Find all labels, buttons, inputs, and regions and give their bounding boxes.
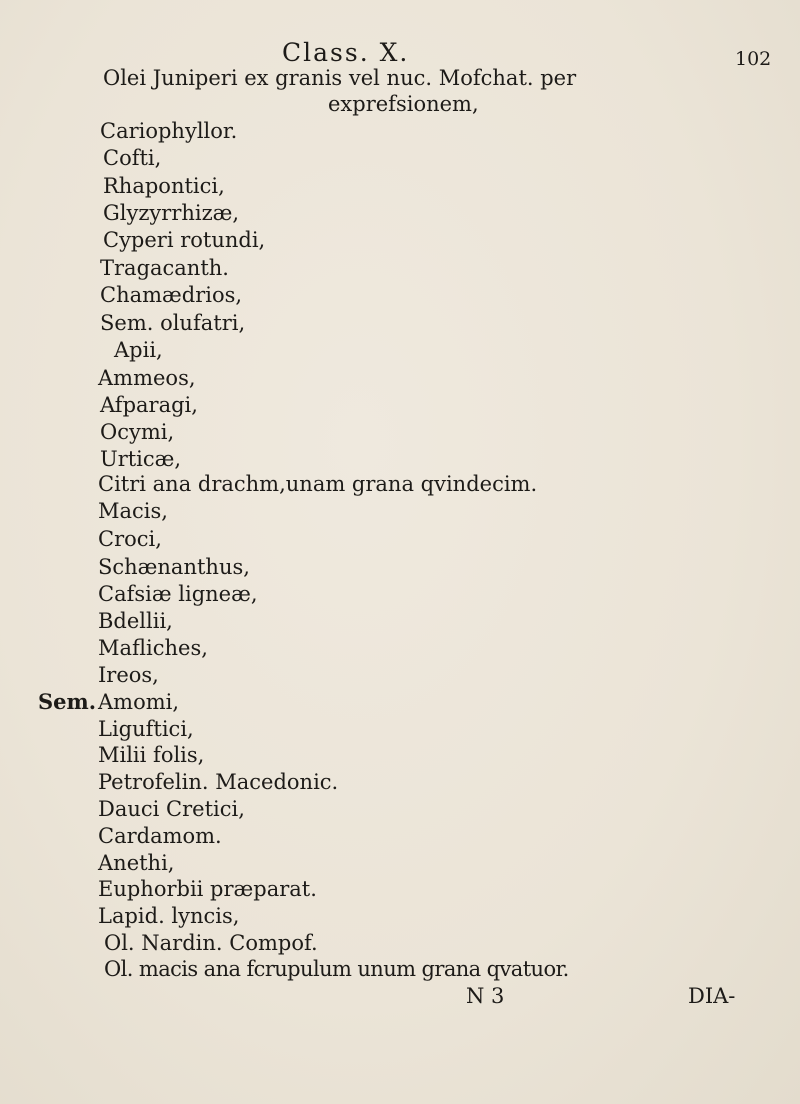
text-line: Macis, bbox=[98, 499, 168, 523]
text-line: Euphorbii præparat. bbox=[98, 877, 317, 901]
text-line: Citri ana drachm,unam grana qvindecim. bbox=[98, 472, 538, 496]
text-line: Mafliches, bbox=[98, 636, 208, 660]
text-line: Ol. macis ana fcrupulum unum grana qvatuor. bbox=[104, 957, 569, 981]
text-line: exprefsionem, bbox=[328, 92, 479, 116]
text-line: Ol. Nardin. Compof. bbox=[104, 931, 318, 955]
text-line: Amomi, bbox=[98, 690, 180, 714]
text-line: Glyzyrrhizæ, bbox=[103, 201, 240, 225]
text-line: Milii folis, bbox=[98, 743, 205, 767]
text-line: Olei Juniperi ex granis vel nuc. Mofchat. per bbox=[103, 66, 577, 90]
running-header: Class. X. bbox=[282, 38, 410, 67]
text-line: Chamædrios, bbox=[100, 283, 243, 307]
text-line: Bdellii, bbox=[98, 609, 173, 633]
text-line: Lapid. lyncis, bbox=[98, 904, 240, 928]
text-line: Afparagi, bbox=[100, 393, 198, 417]
text-line: Cardamom. bbox=[98, 824, 222, 848]
text-line: Cyperi rotundi, bbox=[103, 228, 266, 252]
text-line: Croci, bbox=[98, 527, 162, 551]
text-line: Anethi, bbox=[98, 851, 175, 875]
margin-label: Sem. bbox=[38, 689, 97, 714]
text-line: Cofti, bbox=[103, 146, 162, 170]
text-line: Urticæ, bbox=[100, 447, 182, 471]
text-line: Dauci Cretici, bbox=[98, 797, 245, 821]
text-line: Cafsiæ ligneæ, bbox=[98, 582, 258, 606]
text-line: Rhapontici, bbox=[103, 174, 225, 198]
text-line: Sem. olufatri, bbox=[100, 311, 246, 335]
signature-mark: N 3 bbox=[466, 984, 505, 1008]
text-line: Schænanthus, bbox=[98, 555, 250, 579]
page-number: 102 bbox=[735, 48, 772, 70]
text-line: Ireos, bbox=[98, 663, 159, 687]
text-line: Petrofelin. Macedonic. bbox=[98, 770, 339, 794]
catchword: DIA- bbox=[688, 984, 736, 1008]
text-line: Apii, bbox=[114, 338, 163, 362]
text-line: Cariophyllor. bbox=[100, 119, 238, 143]
text-line: Ocymi, bbox=[100, 420, 175, 444]
text-line: Ammeos, bbox=[98, 366, 196, 390]
text-line: Tragacanth. bbox=[100, 256, 229, 280]
text-line: Liguftici, bbox=[98, 717, 194, 741]
